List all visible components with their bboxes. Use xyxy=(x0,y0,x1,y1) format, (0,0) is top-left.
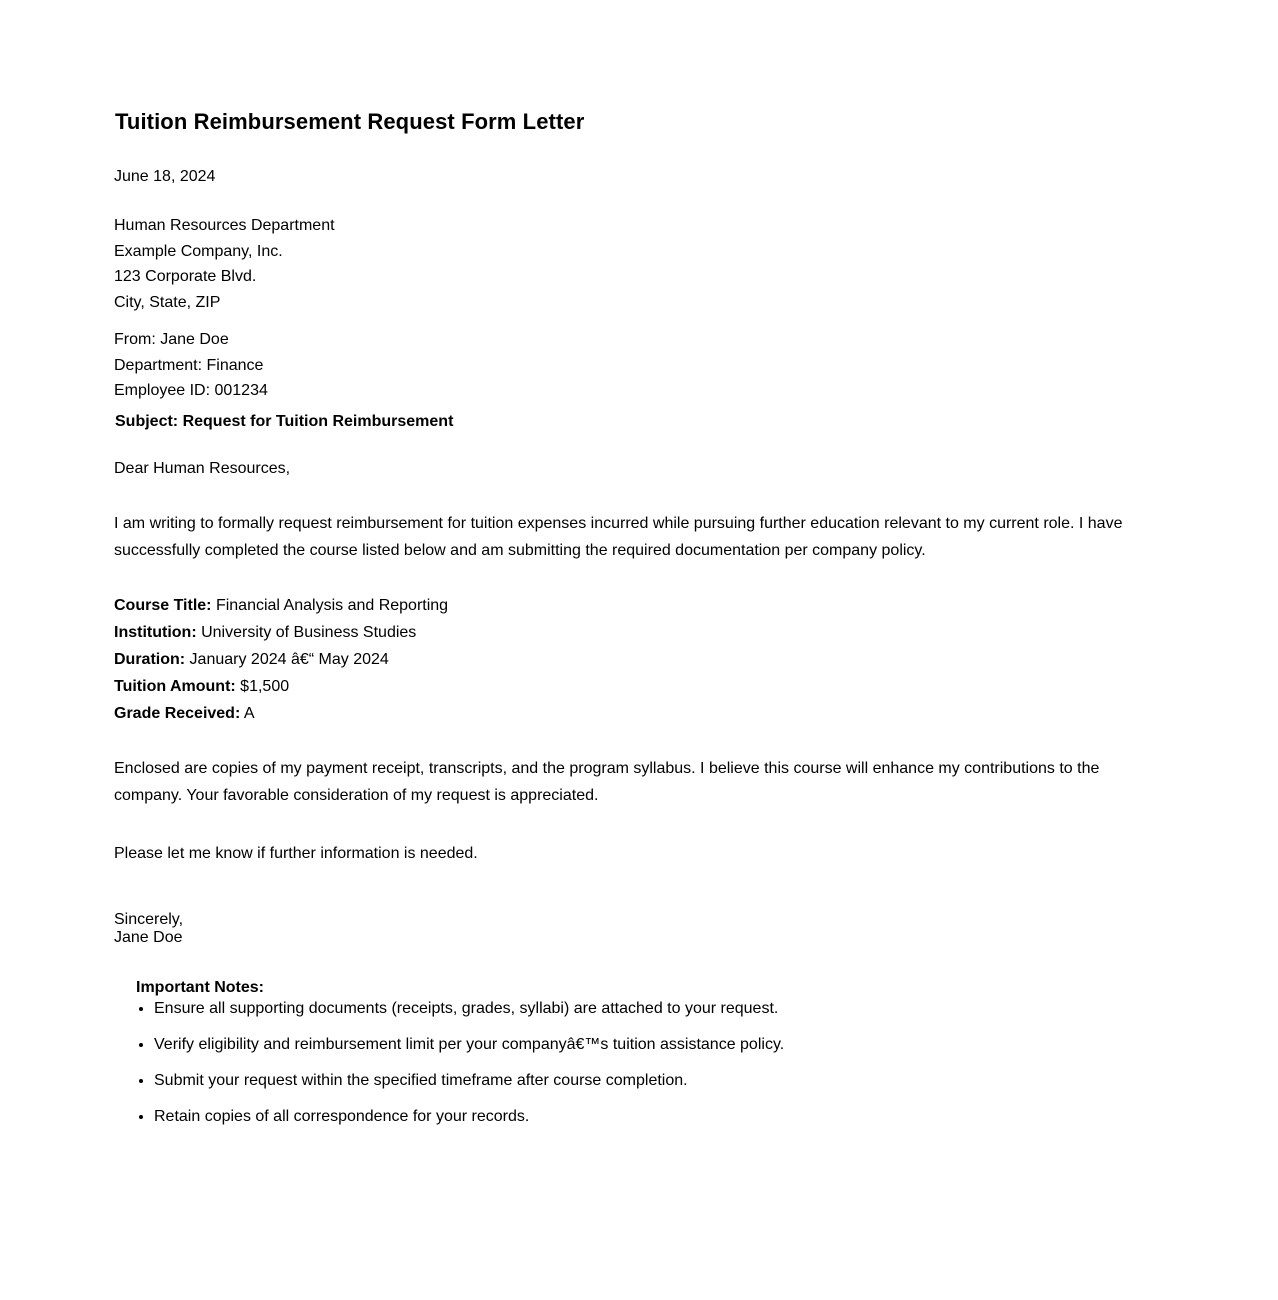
recipient-address xyxy=(114,213,335,315)
detail-value: Financial Analysis and Reporting xyxy=(211,597,449,614)
sender-department: Department: Finance xyxy=(114,356,264,374)
detail-value: University of Business Studies xyxy=(196,624,417,641)
detail-label: Grade Received: xyxy=(114,705,241,722)
recipient-line: City, State, ZIP xyxy=(114,293,221,311)
sender-employee-id: Employee ID: 001234 xyxy=(114,382,268,399)
detail-row xyxy=(114,619,448,646)
list-item: • Ensure all supporting documents (receipts, grades, syllabi) are attached to your request. xyxy=(154,1000,784,1018)
sender-from: From: Jane Doe xyxy=(114,331,229,348)
important-notes xyxy=(136,979,784,1144)
detail-value: $1,500 xyxy=(235,678,290,695)
detail-row xyxy=(114,673,448,700)
sender-info xyxy=(114,327,268,404)
signature-name: Jane Doe xyxy=(114,929,183,946)
detail-label: Duration: xyxy=(114,651,186,668)
list-item: • Verify eligibility and reimbursement limit per your companyâ€™s tuition assistance policy. xyxy=(154,1036,784,1054)
recipient-line: 123 Corporate Blvd. xyxy=(114,268,257,285)
detail-label: Course Title: xyxy=(114,597,212,614)
recipient-line: Example Company, Inc. xyxy=(114,242,283,260)
course-details xyxy=(114,592,448,727)
detail-label: Tuition Amount: xyxy=(114,678,236,695)
detail-row xyxy=(114,592,448,619)
list-item: • Retain copies of all correspondence for your records. xyxy=(154,1108,784,1126)
notes-title: Important Notes: xyxy=(136,979,264,996)
letter-paragraph: I am writing to formally request reimbursement for tuition expenses incurred while pursuing further education relevant to my current role. I have successfully completed the course listed below and am submitting the required documentation per company policy. xyxy=(114,515,1123,559)
list-item: • Submit your request within the specified timeframe after course completion. xyxy=(154,1072,784,1090)
closing-text: Sincerely, xyxy=(114,911,184,928)
letter-title: Tuition Reimbursement Request Form Letter xyxy=(115,109,585,134)
notes-list xyxy=(136,1000,784,1126)
detail-row xyxy=(114,700,448,727)
detail-value: A xyxy=(240,705,255,722)
letter-salutation: Dear Human Resources, xyxy=(114,460,291,477)
letter-paragraph: Please let me know if further information is needed. xyxy=(114,845,478,862)
detail-value: January 2024 â€“ May 2024 xyxy=(185,651,389,668)
recipient-line: Human Resources Department xyxy=(114,217,335,234)
letter-closing xyxy=(114,911,183,947)
letter-date: June 18, 2024 xyxy=(114,168,216,185)
letter-subject: Subject: Request for Tuition Reimbursement xyxy=(115,413,454,430)
detail-label: Institution: xyxy=(114,624,197,641)
letter-paragraph: Enclosed are copies of my payment receipt, transcripts, and the program syllabus. I believe this course will enhance my contributions to the company. Your favorable consideration of my request is appreciated. xyxy=(114,760,1100,804)
detail-row xyxy=(114,646,448,673)
